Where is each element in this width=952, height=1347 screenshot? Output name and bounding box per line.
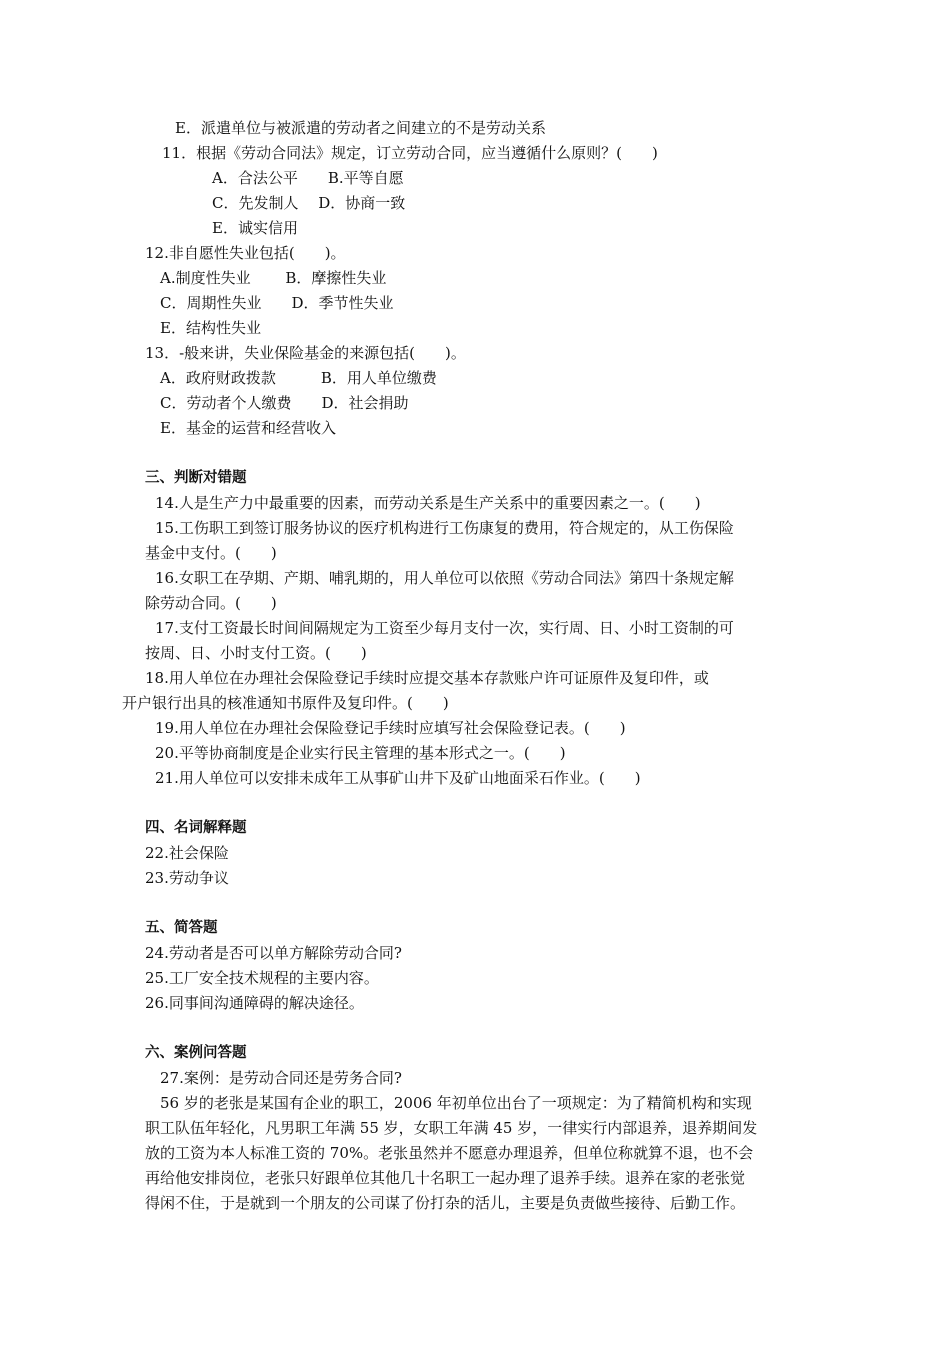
option-line: E．结构性失业: [160, 319, 261, 337]
question-26: 26.同事间沟通障碍的解决途径。: [145, 994, 364, 1012]
question-19: 19.用人单位在办理社会保险登记手续时应填写社会保险登记表。( ): [155, 719, 626, 737]
option-line: E．诚实信用: [212, 219, 298, 237]
question-23: 23.劳动争议: [145, 869, 229, 887]
question-22: 22.社会保险: [145, 844, 229, 862]
question-13: 13．-般来讲，失业保险基金的来源包括( )。: [145, 344, 466, 362]
question-11: 11．根据《劳动合同法》规定，订立劳动合同，应当遵循什么原则？( ): [162, 144, 658, 162]
option-line: A．合法公平 B.平等自愿: [212, 169, 404, 187]
case-text-line: 56 岁的老张是某国有企业的职工，2006 年初单位出台了一项规定：为了精简机构和实现: [160, 1094, 752, 1112]
text-line: 除劳动合同。( ): [145, 594, 277, 612]
question-27: 27.案例：是劳动合同还是劳务合同?: [160, 1069, 402, 1087]
option-line: C．先发制人 D．协商一致: [212, 194, 406, 212]
section-heading: 四、名词解释题: [145, 820, 247, 836]
case-text-line: 再给他安排岗位，老张只好跟单位其他几十名职工一起办理了退养手续。退养在家的老张觉: [145, 1169, 746, 1187]
text-line: 基金中支付。( ): [145, 544, 277, 562]
text-line: E．派遣单位与被派遣的劳动者之间建立的不是劳动关系: [175, 119, 546, 137]
question-12: 12.非自愿性失业包括( )。: [145, 244, 346, 262]
option-line: E．基金的运营和经营收入: [160, 419, 336, 437]
question-20: 20.平等协商制度是企业实行民主管理的基本形式之一。( ): [155, 744, 566, 762]
question-18: 18.用人单位在办理社会保险登记手续时应提交基本存款账户许可证原件及复印件，或: [145, 669, 709, 687]
question-21: 21.用人单位可以安排未成年工从事矿山井下及矿山地面采石作业。( ): [155, 769, 641, 787]
question-14: 14.人是生产力中最重要的因素，而劳动关系是生产关系中的重要因素之一。( ): [155, 494, 701, 512]
option-line: C．劳动者个人缴费 D．社会捐助: [160, 394, 409, 412]
option-line: A.制度性失业 B．摩擦性失业: [160, 269, 387, 287]
case-text-line: 得闲不住，于是就到一个朋友的公司谋了份打杂的活儿，主要是负责做些接待、后勤工作。: [145, 1194, 746, 1212]
section-heading: 三、判断对错题: [145, 470, 247, 486]
question-15: 15.工伤职工到签订服务协议的医疗机构进行工伤康复的费用，符合规定的，从工伤保险: [155, 519, 734, 537]
question-16: 16.女职工在孕期、产期、哺乳期的，用人单位可以依照《劳动合同法》第四十条规定解: [155, 569, 734, 587]
case-text-line: 职工队伍年轻化，凡男职工年满 55 岁，女职工年满 45 岁，一律实行内部退养，退养期间发: [145, 1119, 758, 1137]
question-25: 25.工厂安全技术规程的主要内容。: [145, 969, 379, 987]
text-line: 开户银行出具的核准通知书原件及复印件。( ): [122, 694, 449, 712]
section-heading: 六、案例问答题: [145, 1045, 247, 1061]
question-24: 24.劳动者是否可以单方解除劳动合同?: [145, 944, 402, 962]
section-heading: 五、简答题: [145, 920, 218, 936]
option-line: A．政府财政拨款 B．用人单位缴费: [160, 369, 437, 387]
case-text-line: 放的工资为本人标准工资的 70%。老张虽然并不愿意办理退养，但单位称就算不退，也不会: [145, 1144, 754, 1162]
question-17: 17.支付工资最长时间间隔规定为工资至少每月支付一次，实行周、日、小时工资制的可: [155, 619, 734, 637]
text-line: 按周、日、小时支付工资。( ): [145, 644, 367, 662]
option-line: C．周期性失业 D．季节性失业: [160, 294, 394, 312]
